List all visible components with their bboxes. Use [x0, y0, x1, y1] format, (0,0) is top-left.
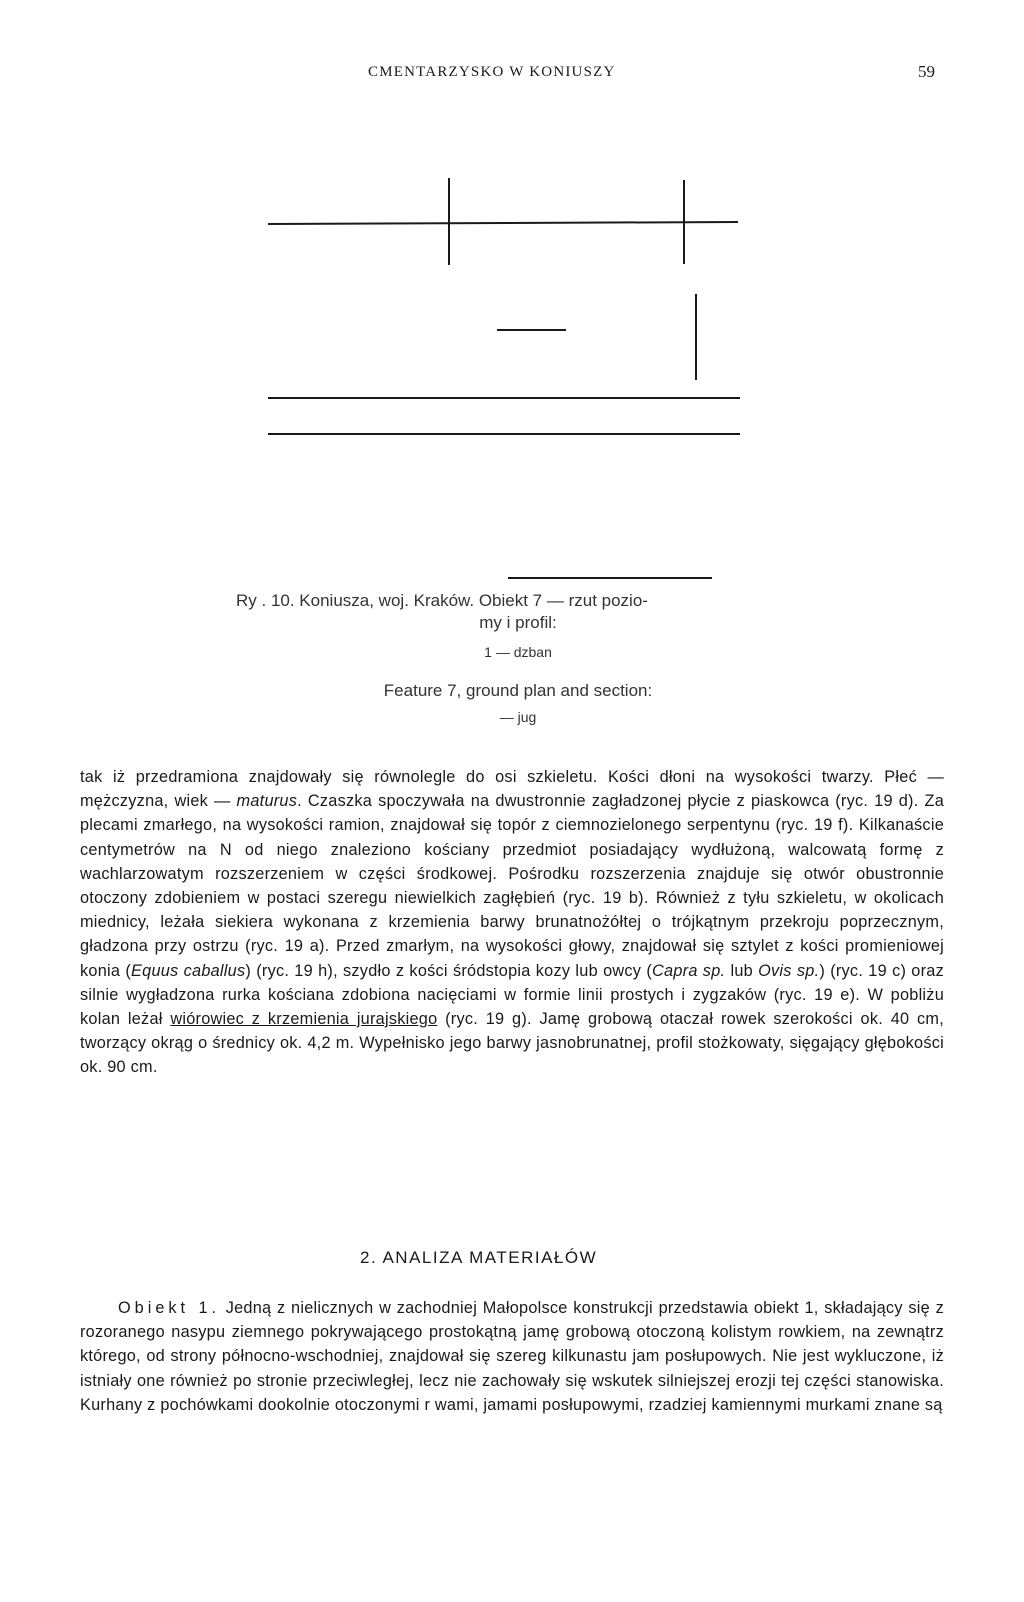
- plan-horizontal-line-top: [268, 222, 738, 224]
- feature-7-plan-drawing: [0, 0, 1024, 600]
- figure-legend-pl: 1 — dzban: [484, 644, 552, 660]
- term-ovis: Ovis sp.: [758, 961, 820, 980]
- figure-legend-en: — jug: [499, 709, 537, 725]
- body-paragraph-2: Obiekt 1. Jedną z nielicznych w zachodniej Małopolsce konstrukcji przedstawia obiekt 1, składający się z rozoranego nasypu ziemnego pokrywającego prostokątną jamę grobową otoczoną kolistym rowkiem, na zewnątrz którego, od strony północno-wschodniej, znajdował się szereg kilkunastu jam posłupowych. Nie jest wykluczone, iż istniały one również po stronie przeciwległej, lecz nie zachowały się wskutek silniejszej erozji tej części stanowiska. Kurhany z pochówkami dookolnie otoczonymi r wami, jamami posłupowymi, rzadziej kamiennymi murkami znane są: [80, 1299, 944, 1414]
- term-capra: Capra sp.: [652, 961, 726, 980]
- body-paragraph-1: tak iż przedramiona znajdowały się równolegle do osi szkieletu. Kości dłoni na wysokości twarzy. Płeć — mężczyzna, wiek — maturus. Czaszka spoczywała na dwustronnie zagładzonej płycie z piaskowca (ryc. 19 d). Za plecami zmarłego, na wysokości ramion, znajdował się topór z ciemnozielonego serpentynu (ryc. 19 f). Kilkanaście centymetrów na N od niego znaleziono kościany przedmiot posiadający wydłużoną, walcowatą formę z wachlarzowatym rozszerzeniem w części środkowej. Pośrodku rozszerzenia znajduje się otwór obustronnie otoczony zdobieniem w postaci szeregu niewielkich zagłębień (ryc. 19 b). Również z tyłu szkieletu, w okolicach miednicy, leżała siekiera wykonana z krzemienia barwy brunatnożółtej o trójkątnym przekroju poprzecznym, gładzona przy ostrzu (ryc. 19 a). Przed zmarłym, na wysokości głowy, znajdował się sztylet z kości promieniowej konia (Equus caballus) (ryc. 19 h), szydło z kości śródstopia kozy lub owcy (Capra sp. lub Ovis sp.) (ryc. 19 c) oraz silnie wygładzona rurka kościana zdobiona nacięciami w formie linii prostych i zygzaków (ryc. 19 e). W pobliżu kolan leżał wiórowiec z krzemienia jurajskiego (ryc. 19 g). Jamę grobową otaczał rowek szerokości ok. 40 cm, tworzący okrąg o średnicy ok. 4,2 m. Wypełnisko jego barwy jasnobrunatnej, profil stożkowaty, sięgający głębokości ok. 90 cm.: [80, 768, 944, 1077]
- figure-caption-pl: [228, 590, 808, 634]
- page-number: 59: [918, 62, 935, 81]
- figure-caption-en: Feature 7, ground plan and section:: [383, 681, 653, 700]
- figure-caption-line1: Ry . 10. Koniusza, woj. Kraków. Obiekt 7 — rzut pozio-: [236, 591, 648, 610]
- figure-caption-line2: my i profil:: [479, 613, 557, 632]
- feature-lead: Obiekt 1.: [118, 1299, 221, 1317]
- term-equus-caballus: Equus caballus: [131, 961, 246, 980]
- term-maturus: maturus: [236, 792, 298, 811]
- underlined-phrase: wiórowiec z krzemienia jurajskiego: [170, 1010, 438, 1029]
- section-heading: 2. ANALIZA MATERIAŁÓW: [360, 1248, 598, 1267]
- running-title: CMENTARZYSKO W KONIUSZY: [368, 64, 616, 80]
